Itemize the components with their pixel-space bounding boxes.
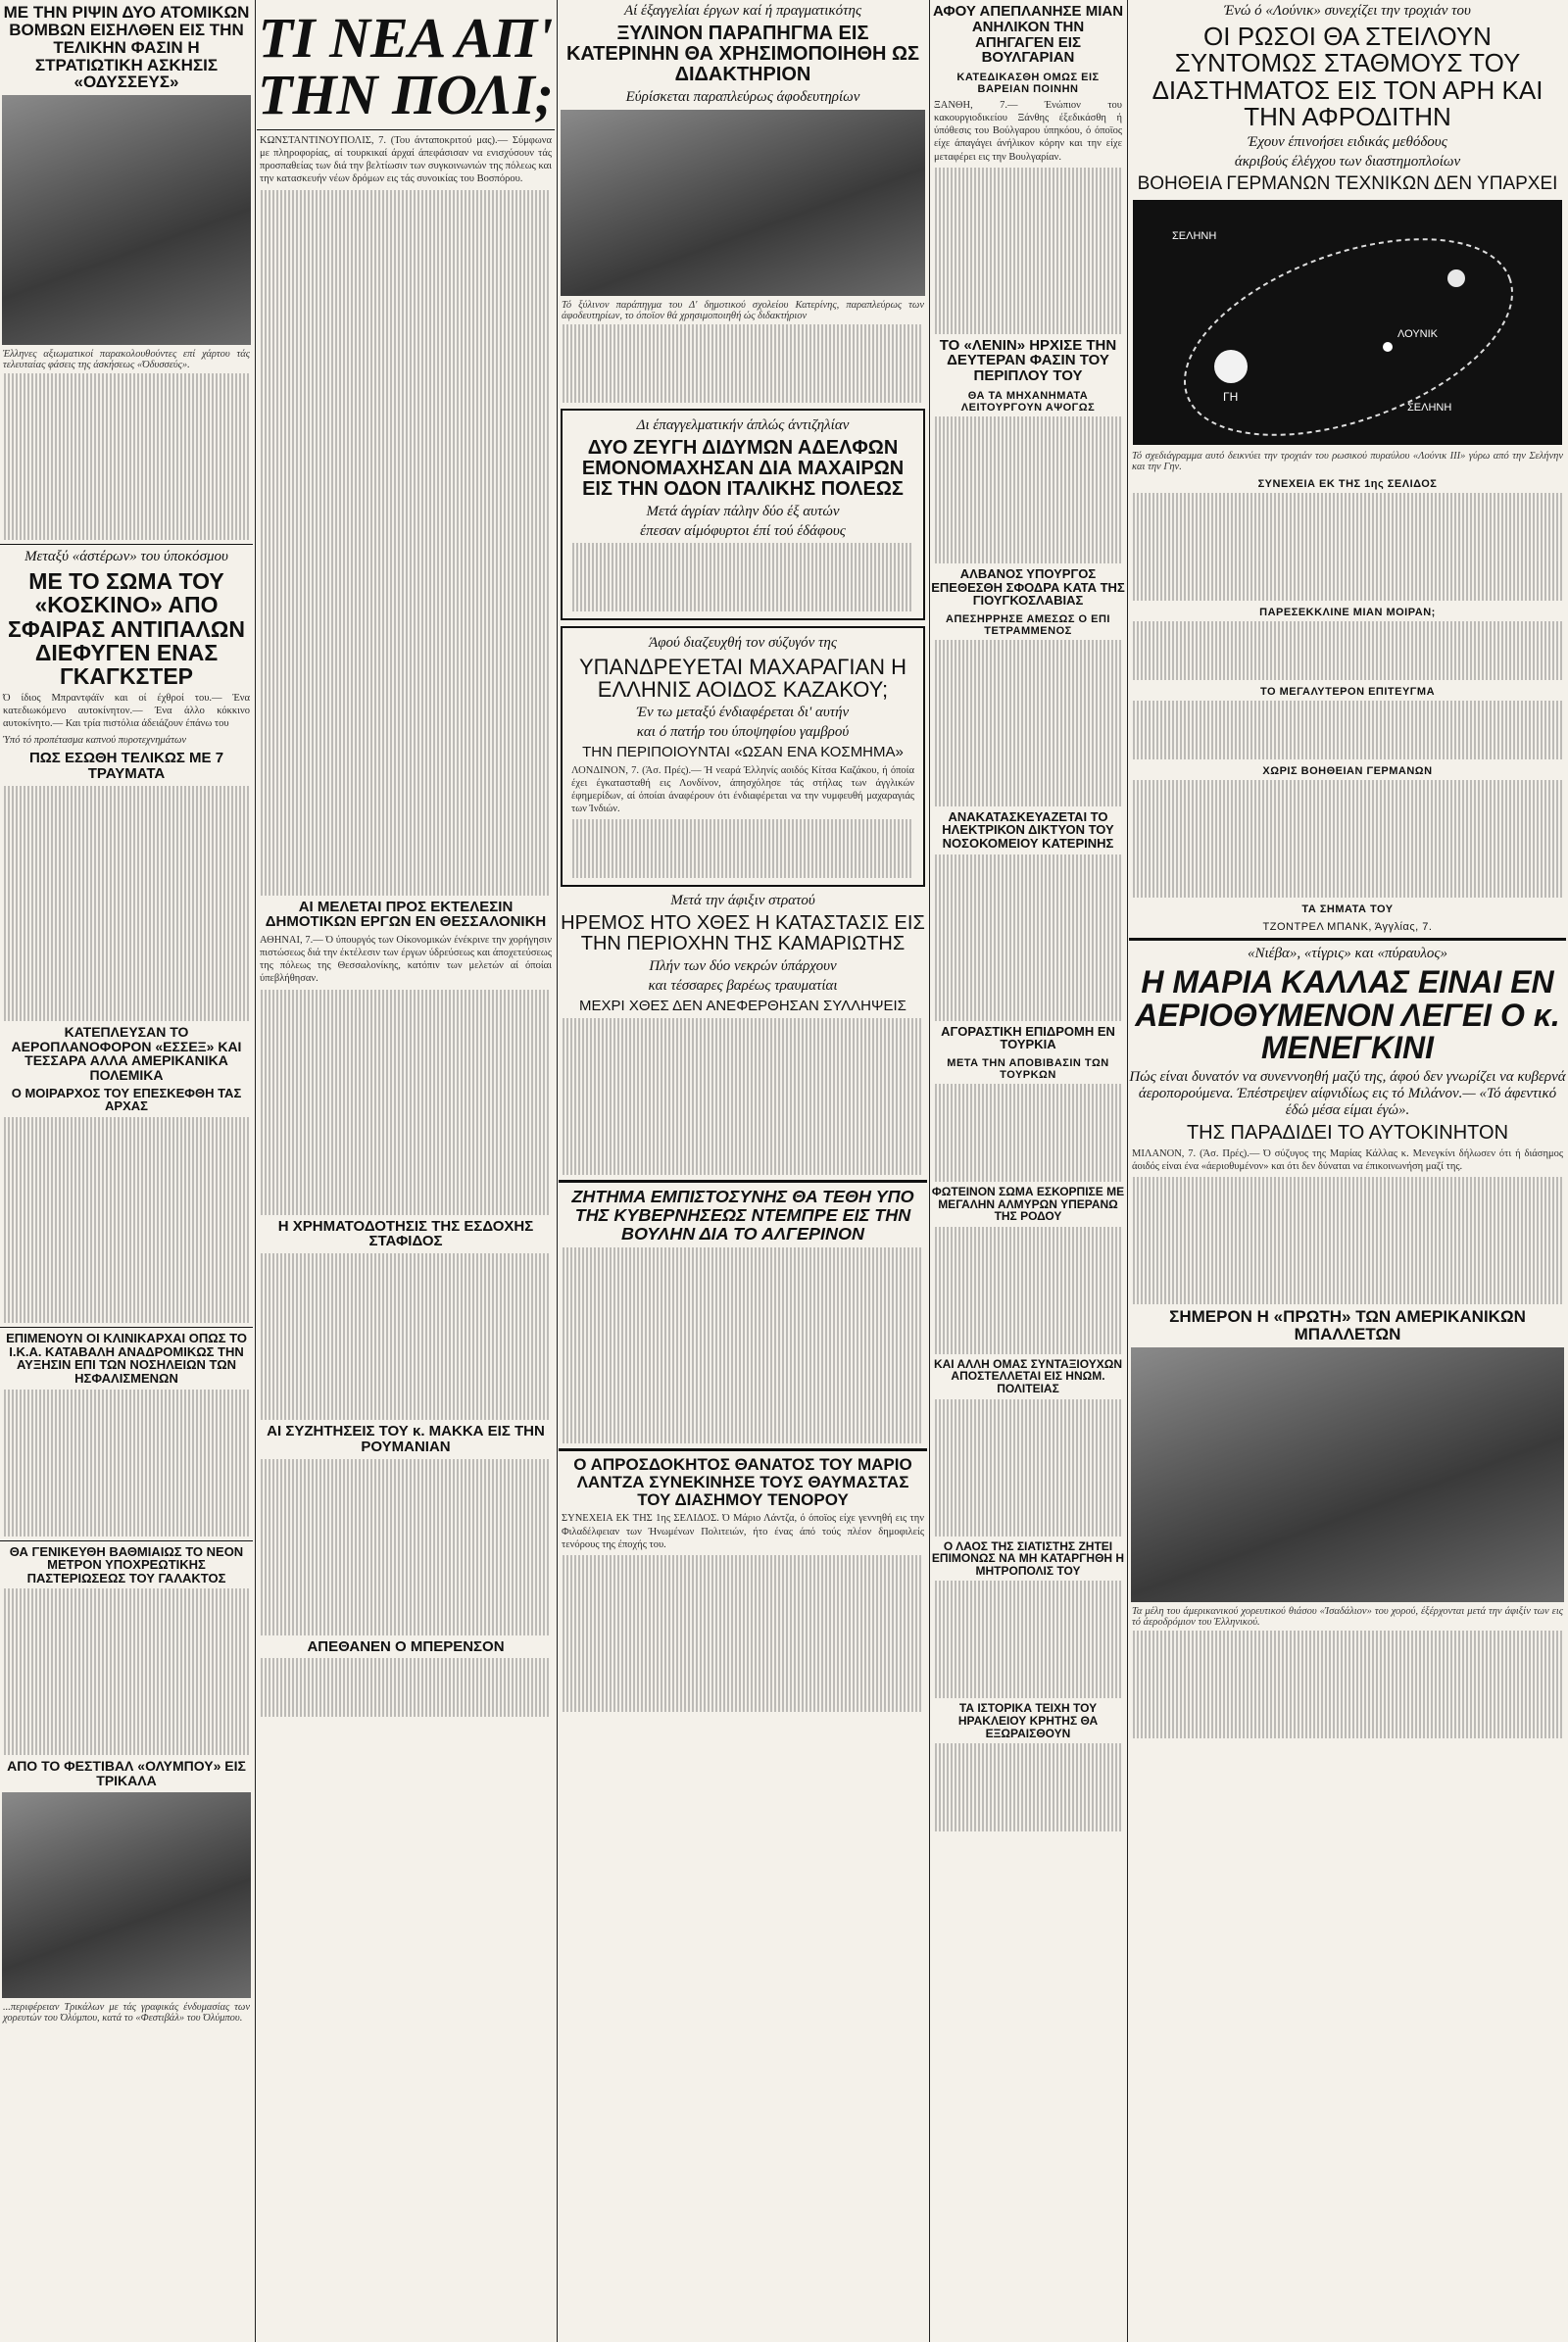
- deck-father: και ό πατήρ του ύποψηφίου γαμβρού: [636, 724, 850, 741]
- kicker-rivalry: Δι έπαγγελματικήν άπλώς άντιζηλίαν: [636, 417, 850, 433]
- article-text-block: [935, 640, 1121, 806]
- subhead-no-germans: ΧΩΡΙΣ ΒΟΗΘΕΙΑΝ ΓΕΡΜΑΝΩΝ: [1262, 765, 1433, 778]
- kicker-works: Αί έξαγγελίαι έργων καί ή πραγματικότης: [623, 3, 862, 19]
- boxed-story-twins: [561, 409, 925, 620]
- orbit-diagram-svg: [1133, 200, 1562, 445]
- headline-milk: ΘΑ ΓΕΝΙΚΕΥΘΗ ΒΑΘΜΙΑΙΩΣ ΤΟ ΝΕΟΝ ΜΕΤΡΟΝ ΥΠΟΧΡΕΩΤΙΚΗΣ ΠΑΣΤΕΡΙΩΣΕΩΣ ΤΟΥ ΓΑΛΑΚΤΟΣ: [9, 1543, 244, 1586]
- deck-latrines: Εύρίσκεται παραπλεύρως άφοδευτηρίων: [625, 89, 860, 105]
- article-text-block: [563, 324, 923, 403]
- column-1: [0, 0, 253, 2026]
- deck-sentence: ΚΑΤΕΔΙΚΑΣΘΗ ΟΜΩΣ ΕΙΣ ΒΑΡΕΙΑΝ ΠΟΙΝΗΝ: [956, 72, 1100, 95]
- headline-hospital-network: ΑΝΑΚΑΤΑΣΚΕΥΑΖΕΤΑΙ ΤΟ ΗΛΕΚΤΡΙΚΟΝ ΔΙΚΤΥΟΝ ΤΟΥ ΝΟΣΟΚΟΜΕΙΟΥ ΚΑΤΕΡΙΝΗΣ: [942, 808, 1114, 852]
- moon-icon: [1447, 269, 1465, 287]
- article-text-block: [1133, 701, 1562, 759]
- article-text-block: [1133, 493, 1562, 601]
- deck-jewel: ΤΗΝ ΠΕΡΙΠΟΙΟΥΝΤΑΙ «ΩΣΑΝ ΕΝΑ ΚΟΣΜΗΜΑ»: [582, 744, 904, 761]
- article-text-block: [563, 1555, 923, 1712]
- headline-mars-venus: ΟΙ ΡΩΣΟΙ ΘΑ ΣΤΕΙΛΟΥΝ ΣΥΝΤΟΜΩΣ ΣΤΑΘΜΟΥΣ ΤΟΥ ΔΙΑΣΤΗΜΑΤΟΣ ΕΙΣ ΤΟΝ ΑΡΗ ΚΑΙ ΤΗΝ ΑΦΡΟΔΙΤΗΝ: [1152, 22, 1544, 131]
- photo2-caption: ...περιφέρειαν Τρικάλων με τάς γραφικάς ένδυμασίας των χορευτών του Όλύμπου, κατά το «Φεστιβάλ» του Όλύμπου.: [3, 2001, 250, 2024]
- article-text-block: [4, 1588, 249, 1755]
- diagram-caption: Τό σχεδιάγραμμα αυτό δεικνύει την τροχιάν του ρωσικού πυραύλου «Λούνικ ΙΙΙ» γύρω από την Σελήνην και την Γην.: [1132, 451, 1563, 473]
- article-text-block: [1133, 621, 1562, 680]
- divider: [0, 544, 253, 545]
- label-lunik: ΛΟΥΝΙΚ: [1397, 328, 1438, 341]
- headline-albanian-minister: ΑΛΒΑΝΟΣ ΥΠΟΥΡΓΟΣ ΕΠΕΘΕΣΘΗ ΣΦΟΔΡΑ ΚΑΤΑ ΤΗΣ ΓΙΟΥΓΚΟΣΛΑΒΙΑΣ: [931, 565, 1125, 609]
- deck-german-help: ΒΟΗΘΕΙΑ ΓΕΡΜΑΝΩΝ ΤΕΧΝΙΚΩΝ ΔΕΝ ΥΠΑΡΧΕΙ: [1137, 173, 1558, 195]
- headline-car: ΤΗΣ ΠΑΡΑΔΙΔΕΙ ΤΟ ΑΥΤΟΚΙΝΗΤΟΝ: [1186, 1121, 1509, 1144]
- photo-officers-map: [2, 95, 251, 345]
- column-rule: [1127, 0, 1128, 2342]
- article-text-block: [4, 786, 249, 1021]
- headline-maharaja: ΥΠΑΝΔΡΕΥΕΤΑΙ ΜΑΧΑΡΑΓΙΑΝ Η ΕΛΛΗΝΙΣ ΑΟΙΔΟΣ ΚΑΖΑΚΟΥ;: [578, 655, 907, 703]
- article-thessaloniki: ΑΘΗΝΑΙ, 7.— Ό ύπουργός των Οίκονομικών ένέκρινε την χορήγησιν πιστώσεως διά την έκτέλεσιν των έργων ύδρεύσεως και άποχετεύσεως της πόλεως της Θεσσαλονίκης, κατόπιν των μελετών αί όποίαι ύπεβλήθησαν.: [260, 935, 552, 985]
- earth-icon: [1214, 350, 1248, 383]
- deck-wounded: και τέσσαρες βαρέως τραυματίαι: [648, 978, 838, 995]
- article-text-block: [261, 990, 551, 1215]
- kicker-divorce: Άφού διαζευχθή τον σύζυγόν της: [649, 635, 837, 651]
- column-rule: [557, 0, 558, 2342]
- headline-berenson: ΑΠΕΘΑΝΕΝ Ο ΜΠΕΡΕΝΣΟΝ: [307, 1637, 505, 1655]
- label-moon: ΣΕΛΗΝΗ: [1172, 230, 1217, 243]
- column-2: [257, 0, 555, 1720]
- article-text-block: [261, 1459, 551, 1635]
- headline-callas: Η ΜΑΡΙΑ ΚΑΛΛΑΣ ΕΙΝΑΙ ΕΝ ΑΕΡΙΟΘΥΜΕΝΟΝ ΛΕΓΕΙ Ο κ. ΜΕΝΕΓΚΙΝΙ: [1135, 964, 1560, 1066]
- headline-heraklion-walls: ΤΑ ΙΣΤΟΡΙΚΑ ΤΕΙΧΗ ΤΟΥ ΗΡΑΚΛΕΙΟΥ ΚΡΗΤΗΣ ΘΑ ΕΞΩΡΑΙΣΘΟΥΝ: [957, 1701, 1099, 1740]
- photo-ballet: [1131, 1347, 1564, 1602]
- headline-rhodes-light: ΦΩΤΕΙΝΟΝ ΣΩΜΑ ΕΣΚΟΡΠΙΣΕ ΜΕ ΜΕΓΑΛΗΝ ΑΛΜΥΡΩΝ ΥΠΕΡΑΝΩ ΤΗΣ ΡΟΔΟΥ: [931, 1185, 1125, 1224]
- deck-control: άκριβούς έλέγχου των διαστημοπλοίων: [1234, 154, 1461, 171]
- headline-olympus-festival: ΑΠΟ ΤΟ ΦΕΣΤΙΒΑΛ «ΟΛΥΜΠΟΥ» ΕΙΣ ΤΡΙΚΑΛΑ: [7, 1758, 246, 1789]
- headline-makkas-romania: ΑΙ ΣΥΖΗΤΗΣΕΙΣ ΤΟΥ κ. ΜΑΚΚΑ ΕΙΣ ΤΗΝ ΡΟΥΜΑΝΙΑΝ: [267, 1423, 545, 1455]
- headline-ballet: ΣΗΜΕΡΟΝ Η «ΠΡΩΤΗ» ΤΩΝ ΑΜΕΡΙΚΑΝΙΚΩΝ ΜΠΑΛΛΕΤΩΝ: [1169, 1307, 1526, 1343]
- kicker-callas: «Νιέβα», «τίγρις» και «πύραυλος»: [1247, 946, 1447, 962]
- article-text-block: [261, 1253, 551, 1420]
- kicker-army: Μετά την άφιξιν στρατού: [670, 893, 815, 909]
- deck-fight: Μετά άγρίαν πάλην δύο έξ αυτών: [646, 504, 840, 519]
- subhead-achievement: ΤΟ ΜΕΓΑΛΥΤΕΡΟΝ ΕΠΙΤΕΥΓΜΑ: [1259, 686, 1436, 699]
- column-rule: [255, 0, 256, 2342]
- deck-bleeding: έπεσαν αίμόφυρτοι έπί τού έδάφους: [640, 523, 846, 539]
- photo-dancers: [2, 1792, 251, 1998]
- deck-dead: Πλήν των δύο νεκρών ύπάρχουν: [649, 958, 837, 975]
- divider: [559, 1448, 927, 1451]
- masthead-ti-nea: ΤΙ ΝΕΑ ΑΠ' ΤΗΝ ΠΟΛΙ;: [258, 6, 554, 126]
- article-text-block: [1133, 780, 1562, 898]
- article-text-block: [1133, 1177, 1562, 1304]
- lunik-icon: [1383, 342, 1393, 352]
- headline-twin-duel: ΔΥΟ ΖΕΥΓΗ ΔΙΔΥΜΩΝ ΑΔΕΛΦΩΝ ΕΜΟΝΟΜΑΧΗΣΑΝ ΔΙΑ ΜΑΧΑΙΡΩΝ ΕΙΣ ΤΗΝ ΟΔΟΝ ΙΤΑΛΙΚΗΣ ΠΟΛΕΩΣ: [581, 437, 905, 500]
- headline-katerini-shack: ΞΥΛΙΝΟΝ ΠΑΡΑΠΗΓΜΑ ΕΙΣ ΚΑΤΕΡΙΝΗΝ ΘΑ ΧΡΗΣΙΜΟΠΟΙΗΘΗ ΩΣ ΔΙΔΑΚΤΗΡΙΟΝ: [565, 23, 920, 85]
- headline-atomic-bombs: ΜΕ ΤΗΝ ΡΙΨΙΝ ΔΥΟ ΑΤΟΜΙΚΩΝ ΒΟΜΒΩΝ ΕΙΣΗΛΘΕΝ ΕΙΣ ΤΗΝ ΤΕΛΙΚΗΝ ΦΑΣΙΝ Η ΣΤΡΑΤΙΩΤΙΚΗ ΑΣΚΗΣΙΣ «ΟΔΥΣΣΕΥΣ»: [3, 3, 250, 92]
- boxed-story-kazakou: [561, 626, 925, 887]
- article-text-block: [935, 416, 1121, 563]
- article-text-block: [563, 1247, 923, 1443]
- subhead-signals: ΤΑ ΣΗΜΑΤΑ ΤΟΥ: [1301, 903, 1394, 916]
- headline-pensioners: ΚΑΙ ΑΛΛΗ ΟΜΑΣ ΣΥΝΤΑΞΙΟΥΧΩΝ ΑΠΟΣΤΕΛΛΕΤΑΙ ΕΙΣ ΗΝΩΜ. ΠΟΛΙΤΕΙΑΣ: [933, 1356, 1123, 1395]
- label-earth: ΓΗ: [1223, 390, 1239, 405]
- headline-admiral: Ο ΜΟΙΡΑΡΧΟΣ ΤΟΥ ΕΠΕΣΚΕΦΘΗ ΤΑΣ ΑΡΧΑΣ: [11, 1085, 242, 1114]
- article-text-block: [572, 543, 913, 611]
- headline-mario-lanza: Ο ΑΠΡΟΣΔΟΚΗΤΟΣ ΘΑΝΑΤΟΣ ΤΟΥ ΜΑΡΙΟ ΛΑΝΤΖΑ ΣΥΝΕΚΙΝΗΣΕ ΤΟΥΣ ΘΑΥΜΑΣΤΑΣ ΤΟΥ ΔΙΑΣΗΜΟΥ ΤΕΝΟΡΟΥ: [573, 1454, 912, 1509]
- headline-koskino: ΜΕ ΤΟ ΣΩΜΑ ΤΟΥ «ΚΟΣΚΙΝΟ» ΑΠΟ ΣΦΑΙΡΑΣ ΑΝΤΙΠΑΛΩΝ ΔΙΕΦΥΓΕΝ ΕΝΑΣ ΓΚΑΓΚΣΤΕΡ: [8, 568, 245, 689]
- label-moon-2: ΣΕΛΗΝΗ: [1407, 402, 1452, 415]
- kicker-underworld: Μεταξύ «άστέρων» του ύποκόσμου: [24, 549, 228, 565]
- article-text-block: [261, 1658, 551, 1717]
- article-xanthi: ΞΑΝΘΗ, 7.— Ένώπιον του κακουργιοδικείου Ξάνθης έξεδικάσθη ή ύπόθεσις του Βούλγαρου ύπηκόου, ό όποϊος είχε άπαγάγει άνήλικον κόρην και την είχε μεταφέρει εις την Βουλγαρίαν.: [934, 100, 1122, 163]
- column-4: [931, 0, 1125, 1834]
- article-text-block: [572, 819, 913, 878]
- article-text-block: [4, 1117, 249, 1323]
- column-5: [1129, 0, 1566, 1741]
- headline-kamariotis: ΗΡΕΜΟΣ ΗΤΟ ΧΘΕΣ Η ΚΑΤΑΣΤΑΣΙΣ ΕΙΣ ΤΗΝ ΠΕΡΙΟΧΗΝ ΤΗΣ ΚΑΜΑΡΙΩΤΗΣ: [561, 912, 925, 955]
- article-text-block: [935, 1227, 1121, 1354]
- photo-school-shack: [561, 110, 925, 296]
- subhead-jodrell: ΤΖΟΝΤΡΕΛ ΜΠΑΝΚ, Άγγλίας, 7.: [1262, 921, 1433, 934]
- divider: [0, 1540, 253, 1541]
- article-istanbul: ΚΩΝΣΤΑΝΤΙΝΟΥΠΟΛΙΣ, 7. (Του άνταποκριτού μας).— Σύμφωνα με πληροφορίας, αί τουρκικαί άρχαί άπεφάσισαν να ενισχύσουν τάς προσπαθείας των διά την βελτίωσιν των συγκοινωνιών της πόλεως και την κατασκευήν νέων δρόμων εις τάς συνοικίας του Βοσπόρου.: [260, 135, 552, 185]
- article-callas: ΜΙΛΑΝΟΝ, 7. (Άσ. Πρές).— Ό σύζυγος της Μαρίας Κάλλας κ. Μενεγκίνι δήλωσεν ότι ή διάσημος άοιδός είναι ένα «άεριοθυμένον» και ότι δεν δύναται να έπικοινωνήση μαζί της.: [1132, 1147, 1563, 1173]
- deck-charge: ΑΠΕΣΗΡΡΗΣΕ ΑΜΕΣΩΣ Ο ΕΠΙ ΤΕΤΡΑΜΜΕΝΟΣ: [946, 612, 1110, 637]
- article-text-block: [563, 1018, 923, 1175]
- article-lanza: ΣΥΝΕΧΕΙΑ ΕΚ ΤΗΣ 1ης ΣΕΛΙΔΟΣ. Ό Μάριο Λάντζα, ό όποϊος είχε γεννηθή εις την Φιλαδέλφειαν των Ήνωμένων Πολιτειών, ήτο ένας άπό τούς πλέον δημοφιλείς τενόρους της έποχής του.: [562, 1513, 924, 1550]
- headline-siatista: Ο ΛΑΟΣ ΤΗΣ ΣΙΑΤΙΣΤΗΣ ΖΗΤΕΙ ΕΠΙΜΟΝΩΣ ΝΑ ΜΗ ΚΑΤΑΡΓΗΘΗ Η ΜΗΤΡΟΠΟΛΙΣ ΤΟΥ: [931, 1538, 1125, 1578]
- article-text-block: [261, 190, 551, 896]
- deck-callas: Πώς είναι δυνατόν να συνεννοηθή μαζύ της, άφού δεν γνωρίζει να κυβερνά άεροπορούμενα. Έπέστρεψεν αίφνιδίως εις τό Μιλάνον.— «Τό άφεντικό έδώ μέσα είμαι έγώ».: [1129, 1068, 1566, 1118]
- article-text-block: [935, 1743, 1121, 1831]
- headline-lenin: ΤΟ «ΛΕΝΙΝ» ΗΡΧΙΣΕ ΤΗΝ ΔΕΥΤΕΡΑΝ ΦΑΣΙΝ ΤΟΥ ΠΕΡΙΠΛΟΥ ΤΟΥ: [939, 336, 1117, 385]
- deck-methods: Έχουν έπινοήσει ειδικάς μεθόδους: [1248, 134, 1447, 151]
- deck-interest: Έν τω μεταξύ ένδιαφέρεται δι' αυτήν: [636, 705, 850, 721]
- kicker-lunik: Ένώ ό «Λούνικ» συνεχίζει την τροχιάν του: [1224, 3, 1471, 19]
- article-text-block: [1133, 1631, 1562, 1738]
- deck-smoke: Ύπό τό προπέτασμα καπνού πυροτεχνημάτων: [3, 735, 187, 747]
- column-rule: [929, 0, 930, 2342]
- divider: [257, 129, 555, 130]
- deck-machines: ΘΑ ΤΑ ΜΗΧΑΝΗΜΑΤΑ ΛΕΙΤΟΥΡΓΟΥΝ ΑΨΟΓΩΣ: [960, 389, 1096, 414]
- photo-caption: Τα μέλη του άμερικανικού χορευτικού θιάσου «Ίσαδάλιον» του χορού, έξέρχονται μετά την άφιξίν των εις τό άεροδρόμιον του Έλληνικού.: [1132, 1605, 1563, 1628]
- article-text-block: [935, 854, 1121, 1021]
- headline-thessaloniki-works: ΑΙ ΜΕΛΕΤΑΙ ΠΡΟΣ ΕΚΤΕΛΕΣΙΝ ΔΗΜΟΤΙΚΩΝ ΕΡΓΩΝ ΕΝ ΘΕΣΣΑΛΟΝΙΚΗ: [265, 898, 547, 931]
- deck-no-arrests: ΜΕΧΡΙ ΧΘΕΣ ΔΕΝ ΑΝΕΦΕΡΘΗΣΑΝ ΣΥΛΛΗΨΕΙΣ: [579, 998, 906, 1015]
- article-text-block: [4, 373, 249, 540]
- subhead-moira: ΠΑΡΕΣΕΚΚΛΙΝΕ ΜΙΑΝ ΜΟΙΡΑΝ;: [1259, 607, 1436, 619]
- headline-shopping-raid: ΑΓΟΡΑΣΤΙΚΗ ΕΠΙΔΡΟΜΗ ΕΝ ΤΟΥΡΚΙΑ: [941, 1023, 1115, 1052]
- divider: [1129, 938, 1566, 941]
- photo-caption: Τό ξύλινον παράπηγμα του Δ' δημοτικού σχολείου Κατερίνης, παραπλεύρως των άφοδευτηρίων, το όποϊον θά χρησιμοποιηθή ώς διδακτήριον: [562, 300, 924, 321]
- headline-clinics: ΕΠΙΜΕΝΟΥΝ ΟΙ ΚΛΙΝΙΚΑΡΧΑΙ ΟΠΩΣ ΤΟ Ι.Κ.Α. ΚΑΤΑΒΑΛΗ ΑΝΑΔΡΟΜΙΚΩΣ ΤΗΝ ΑΥΞΗΣΙΝ ΕΠΙ ΤΩΝ ΝΟΣΗΛΕΙΩΝ ΤΩΝ ΗΣΦΑΛΙΣΜΕΝΩΝ: [6, 1330, 247, 1386]
- article-text-block: [935, 1399, 1121, 1537]
- divider: [559, 1180, 927, 1183]
- headline-essex: ΚΑΤΕΠΛΕΥΣΑΝ ΤΟ ΑΕΡΟΠΛΑΝΟΦΟΡΟΝ «ΕΣΣΕΞ» ΚΑΙ ΤΕΣΣΑΡΑ ΑΛΛΑ ΑΜΕΡΙΚΑΝΙΚΑ ΠΟΛΕΜΙΚΑ: [11, 1023, 242, 1083]
- deck-turks: ΜΕΤΑ ΤΗΝ ΑΠΟΒΙΒΑΣΙΝ ΤΩΝ ΤΟΥΡΚΩΝ: [947, 1057, 1109, 1081]
- orbit-diagram: [1133, 200, 1562, 445]
- article-text-block: [4, 1390, 249, 1537]
- divider: [0, 1327, 253, 1328]
- article-text-block: [935, 1581, 1121, 1698]
- column-3: [559, 0, 927, 1715]
- article-kazakou: ΛΟΝΔΙΝΟΝ, 7. (Άσ. Πρές).— Ή νεαρά Έλληνίς αοιδός Κίτσα Καζάκου, ή όποία έχει έγκατασταθή εις Λονδίνον, άπησχόλησε τάς στήλας των άγγλικών έφημερίδων, αί όποίαι άναφέρουν ότι ένδιαφέρεται να την νυμφευθή μαχαραγιάς των Ίνδιών.: [571, 764, 914, 815]
- article-text-block: [935, 168, 1121, 334]
- headline-abduction: ΑΦΟΥ ΑΠΕΠΛΑΝΗΣΕ ΜΙΑΝ ΑΝΗΛΙΚΟΝ ΤΗΝ ΑΠΗΓΑΓΕΝ ΕΙΣ ΒΟΥΛΓΑΡΙΑΝ: [932, 3, 1124, 67]
- photo-caption: Έλληνες αξιωματικοί παρακολουθούντες επί χάρτου τάς τελευταίας φάσεις της άσκήσεως «Όδυσσεύς».: [3, 349, 250, 371]
- headline-currant: Η ΧΡΗΜΑΤΟΔΟΤΗΣΙΣ ΤΗΣ ΕΣΔΟΧΗΣ ΣΤΑΦΙΔΟΣ: [277, 1217, 534, 1250]
- headline-debre-confidence: ΖΗΤΗΜΑ ΕΜΠΙΣΤΟΣΥΝΗΣ ΘΑ ΤΕΘΗ ΥΠΟ ΤΗΣ ΚΥΒΕΡΝΗΣΕΩΣ ΝΤΕΜΠΡΕ ΕΙΣ ΤΗΝ ΒΟΥΛΗΝ ΔΙΑ ΤΟ ΑΛΓΕΡΙΝΟΝ: [571, 1187, 914, 1244]
- continued-label: ΣΥΝΕΧΕΙΑ ΕΚ ΤΗΣ 1ης ΣΕΛΙΔΟΣ: [1257, 478, 1438, 491]
- article-text-block: [935, 1084, 1121, 1182]
- headline-seven-wounds: ΠΩΣ ΕΣΩΘΗ ΤΕΛΙΚΩΣ ΜΕ 7 ΤΡΑΥΜΑΤΑ: [28, 750, 224, 783]
- deck-koskino: Ό ίδιος Μπραντφάϊν και οί έχθροί του.— Ένα κατεδιωκόμενο αυτοκίνητον.— Ένα άλλο κόκκινο αυτοκίνητο.— Και τρία πιστόλια άδειάζουν έπάνω του: [3, 692, 250, 730]
